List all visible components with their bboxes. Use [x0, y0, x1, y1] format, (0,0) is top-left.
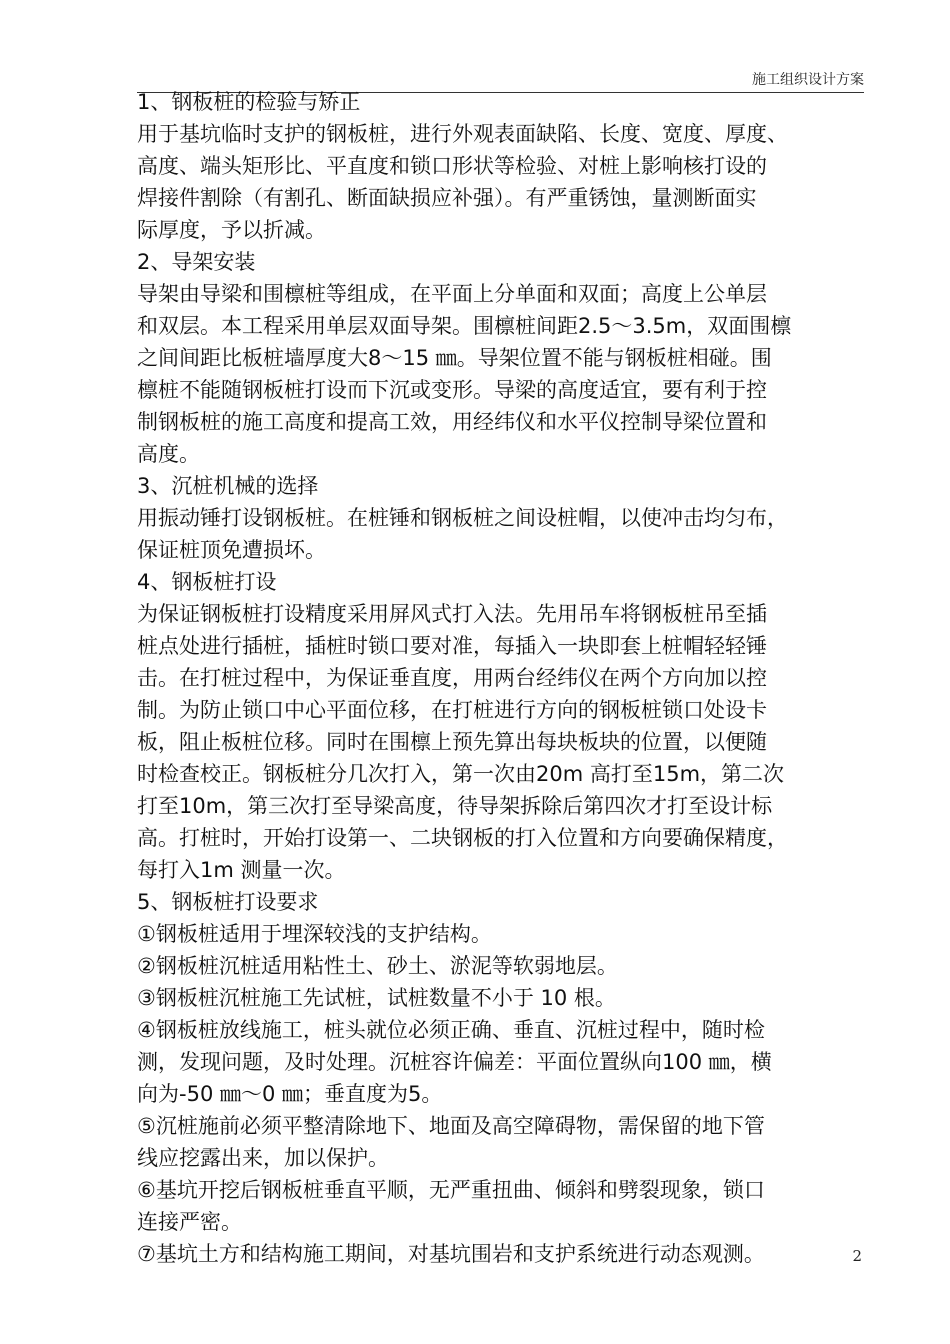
list-item: ②钢板桩沉桩适用粘性土、砂土、淤泥等软弱地层。 [137, 954, 618, 978]
list-item: 测，发现问题，及时处理。沉桩容许偏差：平面位置纵向100 ㎜，横 [137, 1050, 772, 1074]
text-line: 导架由导梁和围檩桩等组成，在平面上分单面和双面；高度上公单层 [137, 282, 767, 306]
text-line: 制钢板桩的施工高度和提高工效，用经纬仪和水平仪控制导梁位置和 [137, 410, 767, 434]
header-title: 施工组织设计方案 [752, 72, 864, 88]
text-line: 檩桩不能随钢板桩打设而下沉或变形。导梁的高度适宜，要有利于控 [137, 378, 767, 402]
section-heading: 3、沉桩机械的选择 [137, 474, 319, 498]
text-line: 击。在打桩过程中，为保证垂直度，用两台经纬仪在两个方向加以控 [137, 666, 767, 690]
text-line: 之间间距比板桩墙厚度大8～15 ㎜。导架位置不能与钢板桩相碰。围 [137, 346, 772, 370]
text-line: 桩点处进行插桩，插桩时锁口要对准，每插入一块即套上桩帽轻轻锤 [137, 634, 767, 658]
text-line: 打至10m，第三次打至导梁高度，待导架拆除后第四次才打至设计标 [137, 794, 773, 818]
list-item: ⑦基坑土方和结构施工期间，对基坑围岩和支护系统进行动态观测。 [137, 1242, 765, 1266]
list-item: ⑥基坑开挖后钢板桩垂直平顺，无严重扭曲、倾斜和劈裂现象，锁口 [137, 1178, 765, 1202]
list-item: ⑤沉桩施前必须平整清除地下、地面及高空障碍物，需保留的地下管 [137, 1114, 765, 1138]
text-line: 和双层。本工程采用单层双面导架。围檩桩间距2.5～3.5m，双面围檩 [137, 314, 792, 338]
text-line: 板，阻止板桩位移。同时在围檩上预先算出每块板块的位置，以便随 [137, 730, 767, 754]
list-item: 线应挖露出来，加以保护。 [137, 1146, 389, 1170]
list-item: ④钢板桩放线施工，桩头就位必须正确、垂直、沉桩过程中，随时检 [137, 1018, 765, 1042]
section-heading: 5、钢板桩打设要求 [137, 890, 319, 914]
text-line: 制。为防止锁口中心平面位移，在打桩进行方向的钢板桩锁口处设卡 [137, 698, 767, 722]
text-line: 高度。 [137, 442, 200, 466]
section-heading: 4、钢板桩打设 [137, 570, 277, 594]
list-item: ①钢板桩适用于埋深较浅的支护结构。 [137, 922, 492, 946]
text-line: 用于基坑临时支护的钢板桩，进行外观表面缺陷、长度、宽度、厚度、 [137, 122, 788, 146]
text-line: 每打入1m 测量一次。 [137, 858, 346, 882]
text-line: 高。打桩时，开始打设第一、二块钢板的打入位置和方向要确保精度， [137, 826, 788, 850]
text-line: 焊接件割除（有割孔、断面缺损应补强）。有严重锈蚀，量测断面实 [137, 186, 757, 210]
list-item: 连接严密。 [137, 1210, 242, 1234]
text-line: 保证桩顶免遭损坏。 [137, 538, 326, 562]
text-line: 际厚度，予以折减。 [137, 218, 326, 242]
text-line: 为保证钢板桩打设精度采用屏风式打入法。先用吊车将钢板桩吊至插 [137, 602, 767, 626]
list-item: ③钢板桩沉桩施工先试桩，试桩数量不小于 10 根。 [137, 986, 616, 1010]
text-line: 高度、端头矩形比、平直度和锁口形状等检验、对桩上影响核打设的 [137, 154, 767, 178]
text-line: 时检查校正。钢板桩分几次打入，第一次由20m 高打至15m，第二次 [137, 762, 785, 786]
page-number: 2 [852, 1247, 862, 1265]
section-heading: 2、导架安装 [137, 250, 256, 274]
list-item: 向为-50 ㎜～0 ㎜；垂直度为5。 [137, 1082, 443, 1106]
text-line: 用振动锤打设钢板桩。在桩锤和钢板桩之间设桩帽，以使冲击均匀布， [137, 506, 788, 530]
section-heading: 1、钢板桩的检验与矫正 [137, 90, 361, 114]
document-body [137, 86, 862, 1270]
